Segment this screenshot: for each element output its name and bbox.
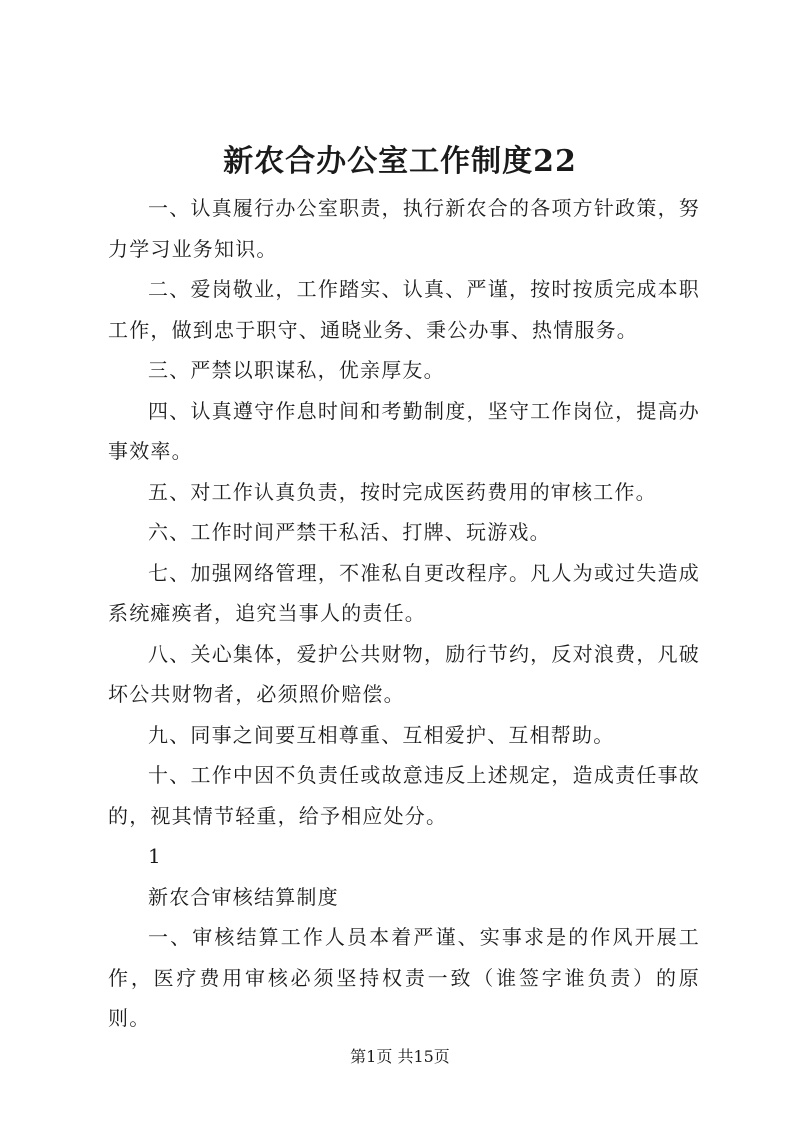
paragraph: 四、认真遵守作息时间和考勤制度，坚守工作岗位，提高办事效率。 (108, 398, 700, 463)
paragraph: 一、认真履行办公室职责，执行新农合的各项方针政策，努力学习业务知识。 (108, 196, 700, 261)
paragraph: 六、工作时间严禁干私活、打牌、玩游戏。 (148, 520, 551, 544)
paragraph: 一、审核结算工作人员本着严谨、实事求是的作风开展工作，医疗费用审核必须坚持权责一致（谁签字谁负责）的原则。 (108, 925, 700, 1030)
inline-page-number: 1 (148, 844, 162, 868)
paragraph: 五、对工作认真负责，按时完成医药费用的审核工作。 (148, 479, 657, 504)
paragraph: 三、严禁以职谋私，优亲厚友。 (148, 358, 445, 382)
paragraph: 七、加强网络管理，不准私自更改程序。凡人为或过失造成系统瘫痪者，追究当事人的责任。 (108, 560, 700, 625)
paragraph: 二、爱岗敬业，工作踏实、认真、严谨，按时按质完成本职工作，做到忠于职守、通晓业务、秉公办事、热情服务。 (108, 277, 700, 342)
document-body (108, 188, 700, 1039)
section-heading: 新农合审核结算制度 (148, 884, 339, 909)
paragraph: 八、关心集体，爱护公共财物，励行节约，反对浪费，凡破坏公共财物者，必须照价赔偿。 (108, 641, 700, 706)
paragraph: 九、同事之间要互相尊重、互相爱护、互相帮助。 (148, 722, 615, 747)
paragraph: 十、工作中因不负责任或故意违反上述规定，造成责任事故的，视其情节轻重，给予相应处分。 (108, 763, 700, 828)
document-title: 新农合办公室工作制度22 (223, 144, 577, 179)
page-footer: 第1页 共15页 (350, 1047, 450, 1066)
